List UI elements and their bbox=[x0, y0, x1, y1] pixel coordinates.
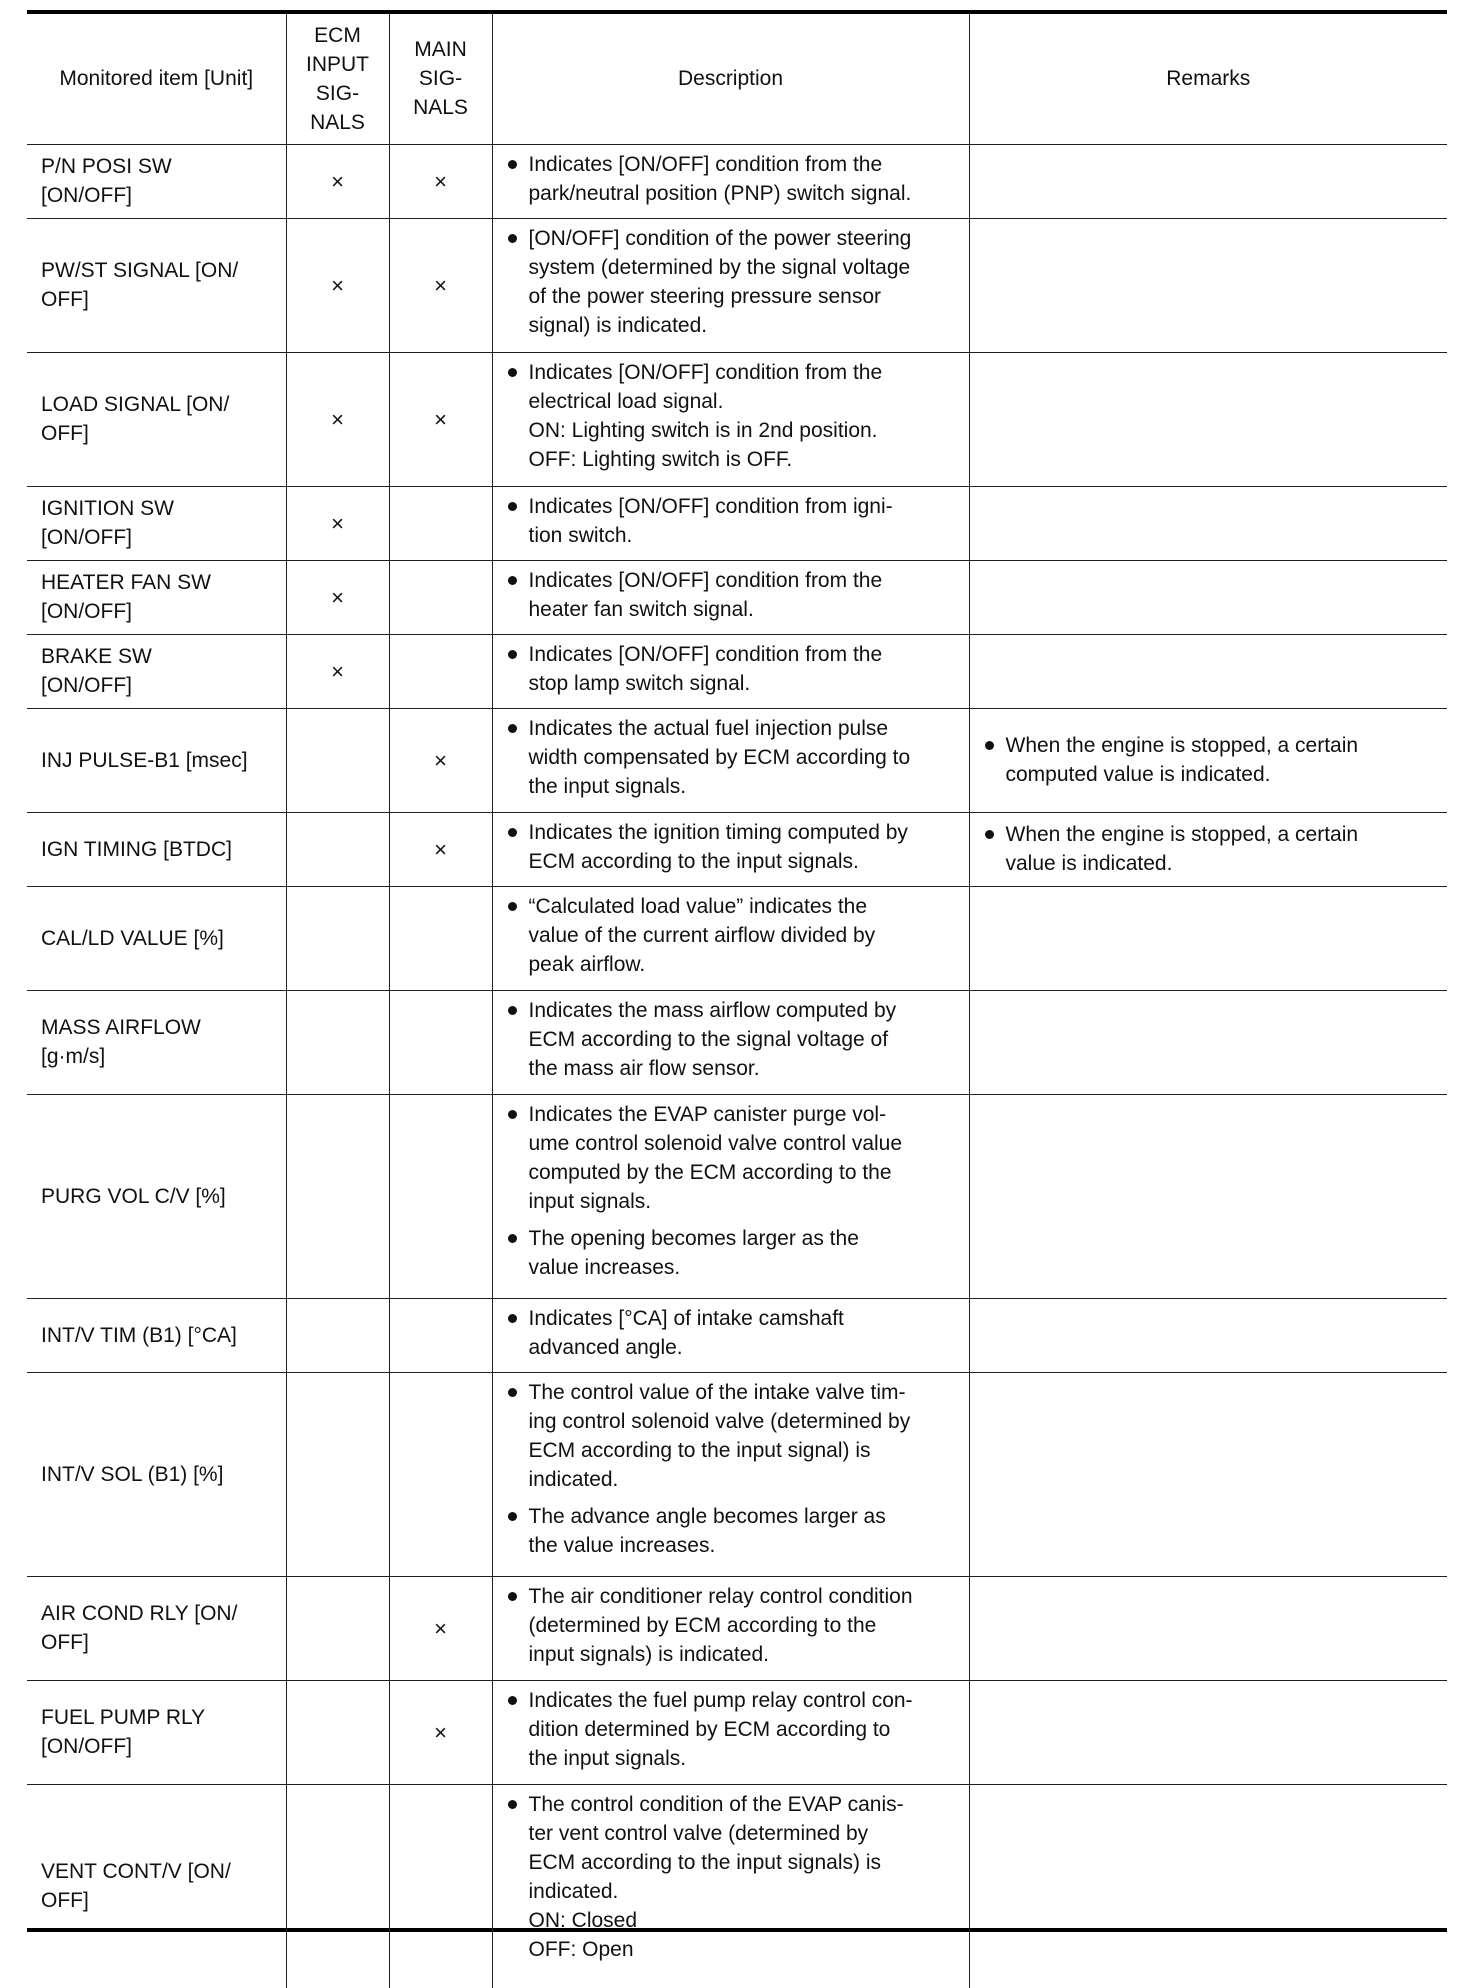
remarks-cell bbox=[969, 990, 1447, 1094]
remarks-bullet bbox=[982, 731, 1438, 789]
table-row bbox=[27, 1784, 1447, 1988]
description-list bbox=[505, 224, 959, 340]
table-row bbox=[27, 634, 1447, 708]
description-cell bbox=[492, 1094, 969, 1298]
description-bullet bbox=[505, 640, 959, 698]
description-list bbox=[505, 150, 959, 208]
monitored-item-line: IGN TIMING [BTDC] bbox=[41, 837, 232, 861]
remarks-line: value is indicated. bbox=[1005, 852, 1173, 875]
description-line: system (determined by the signal voltage bbox=[528, 255, 911, 279]
monitored-item-cell bbox=[27, 1094, 286, 1298]
ecm-input-mark bbox=[286, 812, 389, 886]
monitored-item-cell bbox=[27, 708, 286, 812]
monitored-item-line: BRAKE SW bbox=[41, 645, 152, 668]
ecm-input-mark bbox=[286, 990, 389, 1094]
table-row bbox=[27, 1680, 1447, 1784]
monitored-item-cell bbox=[27, 1372, 286, 1576]
description-header: Description bbox=[492, 14, 969, 144]
table-row bbox=[27, 1298, 1447, 1372]
monitored-item-line: MASS AIRFLOW bbox=[41, 1016, 201, 1039]
table-row bbox=[27, 708, 1447, 812]
main-signal-mark bbox=[389, 886, 492, 990]
monitored-item-line: OFF] bbox=[41, 1631, 89, 1654]
remarks-cell bbox=[969, 486, 1447, 560]
monitored-item-line: AIR COND RLY [ON/ bbox=[41, 1602, 238, 1625]
remarks-cell bbox=[969, 144, 1447, 218]
description-cell bbox=[492, 352, 969, 486]
description-cell bbox=[492, 708, 969, 812]
description-cell bbox=[492, 560, 969, 634]
description-line: Indicates [ON/OFF] condition from the bbox=[528, 642, 883, 666]
main-signals-header bbox=[389, 14, 492, 144]
description-line: OFF: Open bbox=[528, 1937, 634, 1961]
description-line: the value increases. bbox=[528, 1533, 716, 1557]
monitored-item-line: FUEL PUMP RLY bbox=[41, 1706, 206, 1729]
description-bullet bbox=[505, 1502, 959, 1560]
remarks-list bbox=[982, 731, 1438, 789]
monitored-item-line: CAL/LD VALUE [%] bbox=[41, 926, 224, 950]
table-row bbox=[27, 812, 1447, 886]
description-line: the input signals. bbox=[528, 1746, 687, 1770]
description-line: indicated. bbox=[528, 1879, 619, 1903]
ecm-input-mark: × bbox=[286, 218, 389, 352]
monitored-item-line: [ON/OFF] bbox=[41, 600, 132, 623]
monitored-item-cell bbox=[27, 352, 286, 486]
description-list bbox=[505, 892, 959, 979]
table-row bbox=[27, 352, 1447, 486]
description-bullet bbox=[505, 566, 959, 624]
description-line: ECM according to the input signals. bbox=[528, 849, 859, 873]
description-line: signal) is indicated. bbox=[528, 313, 708, 337]
monitored-item-header: Monitored item [Unit] bbox=[27, 14, 286, 144]
ecm-input-mark: × bbox=[286, 560, 389, 634]
main-signal-mark bbox=[389, 560, 492, 634]
main-signal-mark bbox=[389, 1784, 492, 1988]
monitored-item-line: [ON/OFF] bbox=[41, 526, 132, 549]
description-line: of the power steering pressure sensor bbox=[528, 284, 882, 308]
description-cell bbox=[492, 486, 969, 560]
description-cell bbox=[492, 144, 969, 218]
remarks-line: When the engine is stopped, a certain bbox=[1005, 823, 1359, 846]
description-bullet bbox=[505, 492, 959, 550]
description-cell bbox=[492, 1680, 969, 1784]
monitored-item-cell bbox=[27, 990, 286, 1094]
description-bullet bbox=[505, 224, 959, 340]
monitored-item-cell bbox=[27, 486, 286, 560]
remarks-cell bbox=[969, 352, 1447, 486]
table-row bbox=[27, 218, 1447, 352]
description-line: [ON/OFF] condition of the power steering bbox=[528, 226, 912, 250]
description-line: OFF: Lighting switch is OFF. bbox=[528, 447, 793, 471]
table-row bbox=[27, 990, 1447, 1094]
description-line: ume control solenoid valve control value bbox=[528, 1131, 903, 1155]
main-signal-mark: × bbox=[389, 812, 492, 886]
ecm-input-mark: × bbox=[286, 352, 389, 486]
description-list bbox=[505, 1686, 959, 1773]
main-signal-mark bbox=[389, 1372, 492, 1576]
ecm-input-mark bbox=[286, 1576, 389, 1680]
header-line: NALS bbox=[310, 110, 365, 134]
description-bullet bbox=[505, 818, 959, 876]
description-cell bbox=[492, 1784, 969, 1988]
description-line: stop lamp switch signal. bbox=[528, 671, 751, 695]
monitored-item-cell bbox=[27, 886, 286, 990]
description-list bbox=[505, 566, 959, 624]
ecm-input-mark: × bbox=[286, 144, 389, 218]
ecm-input-mark bbox=[286, 1094, 389, 1298]
monitored-item-line: HEATER FAN SW bbox=[41, 571, 211, 594]
description-cell bbox=[492, 218, 969, 352]
remarks-cell bbox=[969, 708, 1447, 812]
description-line: ECM according to the input signals) is bbox=[528, 1850, 881, 1874]
description-line: Indicates [ON/OFF] condition from igni- bbox=[528, 494, 893, 518]
description-list bbox=[505, 1304, 959, 1362]
description-bullet bbox=[505, 1582, 959, 1669]
description-line: The control condition of the EVAP canis- bbox=[528, 1792, 904, 1816]
description-line: The air conditioner relay control condition bbox=[528, 1584, 913, 1608]
monitored-item-cell bbox=[27, 634, 286, 708]
remarks-header: Remarks bbox=[969, 14, 1447, 144]
monitored-item-line: PURG VOL C/V [%] bbox=[41, 1184, 226, 1208]
table-row bbox=[27, 886, 1447, 990]
description-line: ter vent control valve (determined by bbox=[528, 1821, 869, 1845]
ecm-input-mark bbox=[286, 708, 389, 812]
description-line: The advance angle becomes larger as bbox=[528, 1504, 886, 1528]
description-line: Indicates the fuel pump relay control con- bbox=[528, 1688, 913, 1712]
main-signal-mark: × bbox=[389, 144, 492, 218]
description-line: Indicates the EVAP canister purge vol- bbox=[528, 1102, 887, 1126]
main-signal-mark bbox=[389, 486, 492, 560]
remarks-cell bbox=[969, 1298, 1447, 1372]
monitor-item-table bbox=[27, 14, 1447, 1988]
remarks-list bbox=[982, 820, 1438, 878]
description-list bbox=[505, 1378, 959, 1560]
description-bullet bbox=[505, 358, 959, 474]
header-line: INPUT bbox=[306, 52, 369, 76]
description-cell bbox=[492, 634, 969, 708]
description-line: Indicates the mass airflow computed by bbox=[528, 998, 897, 1022]
remarks-line: When the engine is stopped, a certain bbox=[1005, 734, 1359, 757]
monitored-item-line: [ON/OFF] bbox=[41, 1735, 132, 1758]
main-signal-mark bbox=[389, 634, 492, 708]
remarks-cell bbox=[969, 634, 1447, 708]
remarks-cell bbox=[969, 218, 1447, 352]
table-row bbox=[27, 144, 1447, 218]
description-line: electrical load signal. bbox=[528, 389, 724, 413]
description-bullet bbox=[505, 1224, 959, 1282]
ecm-input-mark bbox=[286, 1298, 389, 1372]
description-cell bbox=[492, 1372, 969, 1576]
monitored-item-cell bbox=[27, 1298, 286, 1372]
header-line: SIG- bbox=[418, 67, 463, 91]
ecm-input-mark bbox=[286, 1680, 389, 1784]
description-line: ing control solenoid valve (determined by bbox=[528, 1409, 911, 1433]
remarks-cell bbox=[969, 812, 1447, 886]
monitored-item-line: OFF] bbox=[41, 288, 89, 311]
monitored-item-line: INT/V SOL (B1) [%] bbox=[41, 1462, 224, 1486]
header-line: NALS bbox=[413, 96, 468, 120]
main-signal-mark: × bbox=[389, 1576, 492, 1680]
main-signal-mark bbox=[389, 1094, 492, 1298]
ecm-input-signals-header bbox=[286, 14, 389, 144]
remarks-cell bbox=[969, 560, 1447, 634]
description-line: computed by the ECM according to the bbox=[528, 1160, 892, 1184]
description-line: The opening becomes larger as the bbox=[528, 1226, 859, 1250]
description-line: input signals. bbox=[528, 1189, 652, 1213]
monitored-item-line: INT/V TIM (B1) [°CA] bbox=[41, 1323, 237, 1347]
description-list bbox=[505, 358, 959, 474]
remarks-bullet bbox=[982, 820, 1438, 878]
remarks-cell bbox=[969, 1576, 1447, 1680]
remarks-cell bbox=[969, 1680, 1447, 1784]
description-list bbox=[505, 818, 959, 876]
table-row bbox=[27, 1372, 1447, 1576]
description-line: indicated. bbox=[528, 1467, 619, 1491]
description-line: width compensated by ECM according to bbox=[528, 745, 911, 769]
monitored-item-cell bbox=[27, 1576, 286, 1680]
description-line: Indicates the ignition timing computed by bbox=[528, 820, 908, 844]
description-line: Indicates [°CA] of intake camshaft bbox=[528, 1306, 844, 1330]
description-bullet bbox=[505, 1100, 959, 1216]
description-bullet bbox=[505, 714, 959, 801]
description-line: “Calculated load value” indicates the bbox=[528, 894, 868, 918]
remarks-cell bbox=[969, 1094, 1447, 1298]
main-signal-mark bbox=[389, 1298, 492, 1372]
description-line: ON: Closed bbox=[528, 1908, 638, 1932]
description-line: value increases. bbox=[528, 1255, 681, 1279]
main-signal-mark: × bbox=[389, 708, 492, 812]
description-bullet bbox=[505, 1378, 959, 1494]
description-line: the mass air flow sensor. bbox=[528, 1056, 760, 1080]
main-signal-mark bbox=[389, 990, 492, 1094]
description-line: Indicates [ON/OFF] condition from the bbox=[528, 152, 883, 176]
remarks-cell bbox=[969, 1784, 1447, 1988]
description-list bbox=[505, 1100, 959, 1282]
monitored-item-line: P/N POSI SW bbox=[41, 155, 172, 178]
monitored-item-cell bbox=[27, 218, 286, 352]
description-list bbox=[505, 1582, 959, 1669]
description-line: (determined by ECM according to the bbox=[528, 1613, 877, 1637]
main-signal-mark: × bbox=[389, 218, 492, 352]
description-line: value of the current airflow divided by bbox=[528, 923, 876, 947]
main-signal-mark: × bbox=[389, 352, 492, 486]
description-line: park/neutral position (PNP) switch signal. bbox=[528, 181, 912, 205]
description-line: input signals) is indicated. bbox=[528, 1642, 769, 1666]
monitor-item-document bbox=[27, 10, 1447, 1961]
description-cell bbox=[492, 886, 969, 990]
monitored-item-line: [g·m/s] bbox=[41, 1045, 106, 1068]
ecm-input-mark bbox=[286, 886, 389, 990]
description-line: The control value of the intake valve tim- bbox=[528, 1380, 906, 1404]
remarks-cell bbox=[969, 1372, 1447, 1576]
remarks-line: computed value is indicated. bbox=[1005, 763, 1271, 786]
header-line: MAIN bbox=[414, 38, 467, 62]
header-line: SIG- bbox=[315, 81, 360, 105]
description-list bbox=[505, 996, 959, 1083]
monitored-item-line: VENT CONT/V [ON/ bbox=[41, 1860, 231, 1884]
ecm-input-mark: × bbox=[286, 486, 389, 560]
description-line: ECM according to the signal voltage of bbox=[528, 1027, 889, 1051]
description-list bbox=[505, 714, 959, 801]
description-line: ECM according to the input signal) is bbox=[528, 1438, 871, 1462]
ecm-input-mark bbox=[286, 1784, 389, 1988]
description-cell bbox=[492, 990, 969, 1094]
monitored-item-cell bbox=[27, 144, 286, 218]
monitored-item-line: PW/ST SIGNAL [ON/ bbox=[41, 259, 239, 282]
description-list bbox=[505, 1790, 959, 1964]
ecm-input-mark bbox=[286, 1372, 389, 1576]
description-bullet bbox=[505, 996, 959, 1083]
description-line: the input signals. bbox=[528, 774, 687, 798]
description-bullet bbox=[505, 1790, 959, 1964]
monitored-item-line: OFF] bbox=[41, 1889, 89, 1913]
description-line: Indicates [ON/OFF] condition from the bbox=[528, 360, 883, 384]
description-cell bbox=[492, 1298, 969, 1372]
description-cell bbox=[492, 1576, 969, 1680]
monitored-item-cell bbox=[27, 1784, 286, 1988]
description-line: heater fan switch signal. bbox=[528, 597, 754, 621]
monitored-item-cell bbox=[27, 812, 286, 886]
table-row bbox=[27, 1576, 1447, 1680]
main-signal-mark: × bbox=[389, 1680, 492, 1784]
table-header-row bbox=[27, 14, 1447, 144]
table-row bbox=[27, 560, 1447, 634]
monitored-item-cell bbox=[27, 1680, 286, 1784]
monitored-item-line: [ON/OFF] bbox=[41, 184, 132, 207]
description-bullet bbox=[505, 1304, 959, 1362]
monitored-item-line: OFF] bbox=[41, 422, 89, 445]
header-line: ECM bbox=[314, 23, 361, 47]
description-list bbox=[505, 640, 959, 698]
description-line: tion switch. bbox=[528, 523, 633, 547]
description-bullet bbox=[505, 1686, 959, 1773]
table-row bbox=[27, 486, 1447, 560]
description-line: Indicates [ON/OFF] condition from the bbox=[528, 568, 883, 592]
ecm-input-mark: × bbox=[286, 634, 389, 708]
description-line: dition determined by ECM according to bbox=[528, 1717, 891, 1741]
description-list bbox=[505, 492, 959, 550]
description-line: peak airflow. bbox=[528, 952, 646, 976]
monitored-item-line: IGNITION SW bbox=[41, 497, 174, 520]
description-bullet bbox=[505, 892, 959, 979]
description-bullet bbox=[505, 150, 959, 208]
monitored-item-cell bbox=[27, 560, 286, 634]
monitored-item-line: [ON/OFF] bbox=[41, 674, 132, 697]
table-row bbox=[27, 1094, 1447, 1298]
monitored-item-line: INJ PULSE-B1 [msec] bbox=[41, 748, 248, 772]
monitored-item-line: LOAD SIGNAL [ON/ bbox=[41, 393, 230, 416]
description-line: advanced angle. bbox=[528, 1335, 683, 1359]
description-line: ON: Lighting switch is in 2nd position. bbox=[528, 418, 878, 442]
description-line: Indicates the actual fuel injection pulse bbox=[528, 716, 889, 740]
description-cell bbox=[492, 812, 969, 886]
remarks-cell bbox=[969, 886, 1447, 990]
